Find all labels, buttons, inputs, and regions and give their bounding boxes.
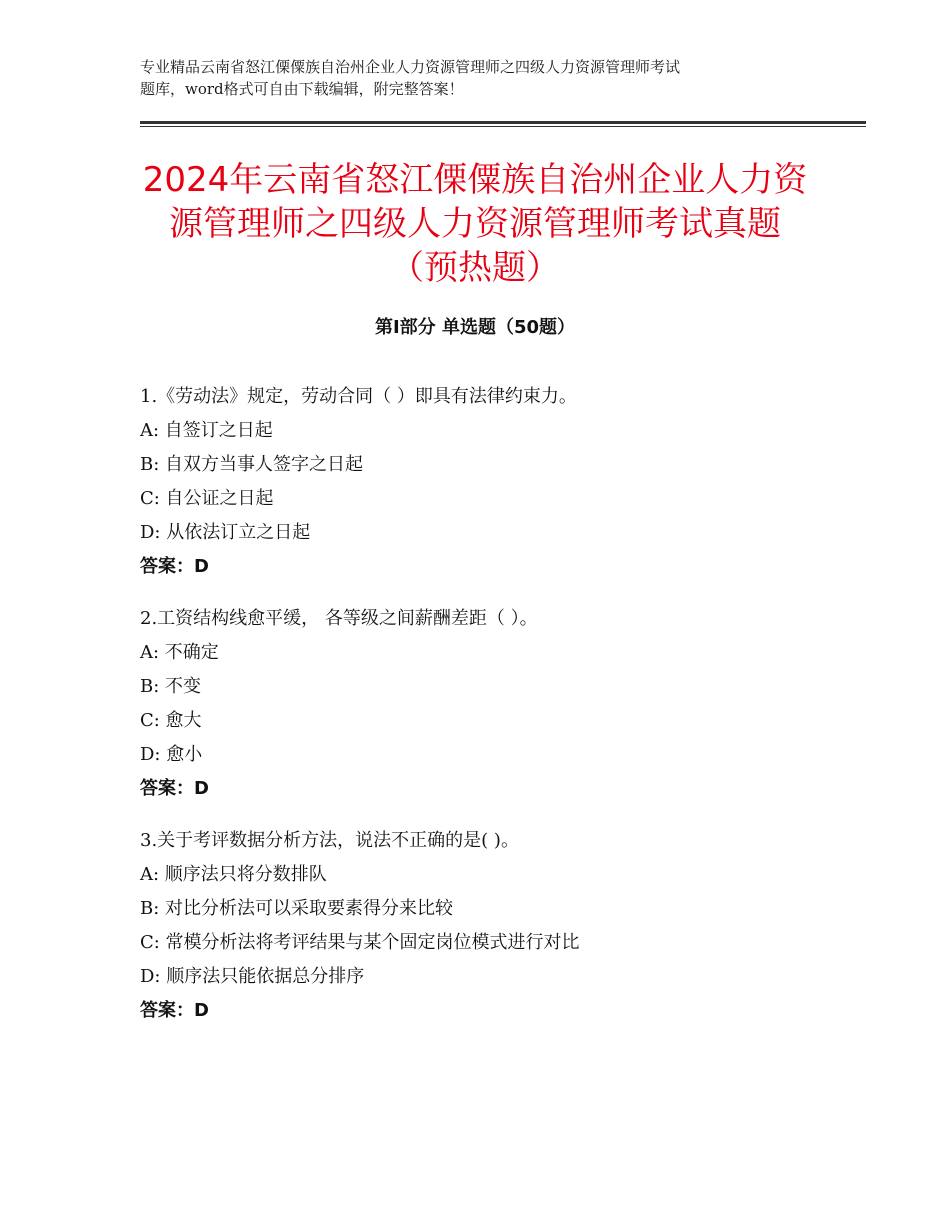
option-b: B: 不变 xyxy=(140,676,202,697)
question-stem: 3.关于考评数据分析方法，说法不正确的是( )。 xyxy=(140,830,519,851)
document-title xyxy=(120,158,830,290)
question-2 xyxy=(140,602,860,806)
question-1 xyxy=(140,380,860,584)
header-note-line-2: 题库，word格式可自由下载编辑，附完整答案！ xyxy=(140,80,464,98)
section-title: 第Ⅰ部分 单选题（50题） xyxy=(374,317,575,338)
option-d: D: 顺序法只能依据总分排序 xyxy=(140,966,365,987)
header-note-line-1: 专业精品云南省怒江傈僳族自治州企业人力资源管理师之四级人力资源管理师考试 xyxy=(140,58,681,76)
option-c: C: 自公证之日起 xyxy=(140,488,274,509)
header-note xyxy=(140,56,830,100)
answer: 答案：D xyxy=(140,556,209,577)
option-a: A: 自签订之日起 xyxy=(140,420,273,441)
option-c: C: 常模分析法将考评结果与某个固定岗位模式进行对比 xyxy=(140,932,580,953)
option-a: A: 顺序法只将分数排队 xyxy=(140,864,327,885)
document-title-line-2: 源管理师之四级人力资源管理师考试真题 xyxy=(169,204,781,244)
question-3 xyxy=(140,824,860,1028)
option-d: D: 从依法订立之日起 xyxy=(140,522,311,543)
option-d: D: 愈小 xyxy=(140,744,203,765)
option-b: B: 自双方当事人签字之日起 xyxy=(140,454,364,475)
option-c: C: 愈大 xyxy=(140,710,202,731)
document-title-line-1: 2024年云南省怒江傈僳族自治州企业人力资 xyxy=(142,160,808,200)
question-stem: 1.《劳动法》规定，劳动合同（ ）即具有法律约束力。 xyxy=(140,386,577,407)
question-list xyxy=(140,380,860,1046)
option-a: A: 不确定 xyxy=(140,642,219,663)
answer: 答案：D xyxy=(140,778,209,799)
option-b: B: 对比分析法可以采取要素得分来比较 xyxy=(140,898,454,919)
header-divider-thick xyxy=(140,121,866,124)
header-divider-thin xyxy=(140,126,866,127)
answer: 答案：D xyxy=(140,1000,209,1021)
question-stem: 2.工资结构线愈平缓， 各等级之间薪酬差距（ ）。 xyxy=(140,608,538,629)
document-title-line-3: （预热题） xyxy=(390,248,560,288)
